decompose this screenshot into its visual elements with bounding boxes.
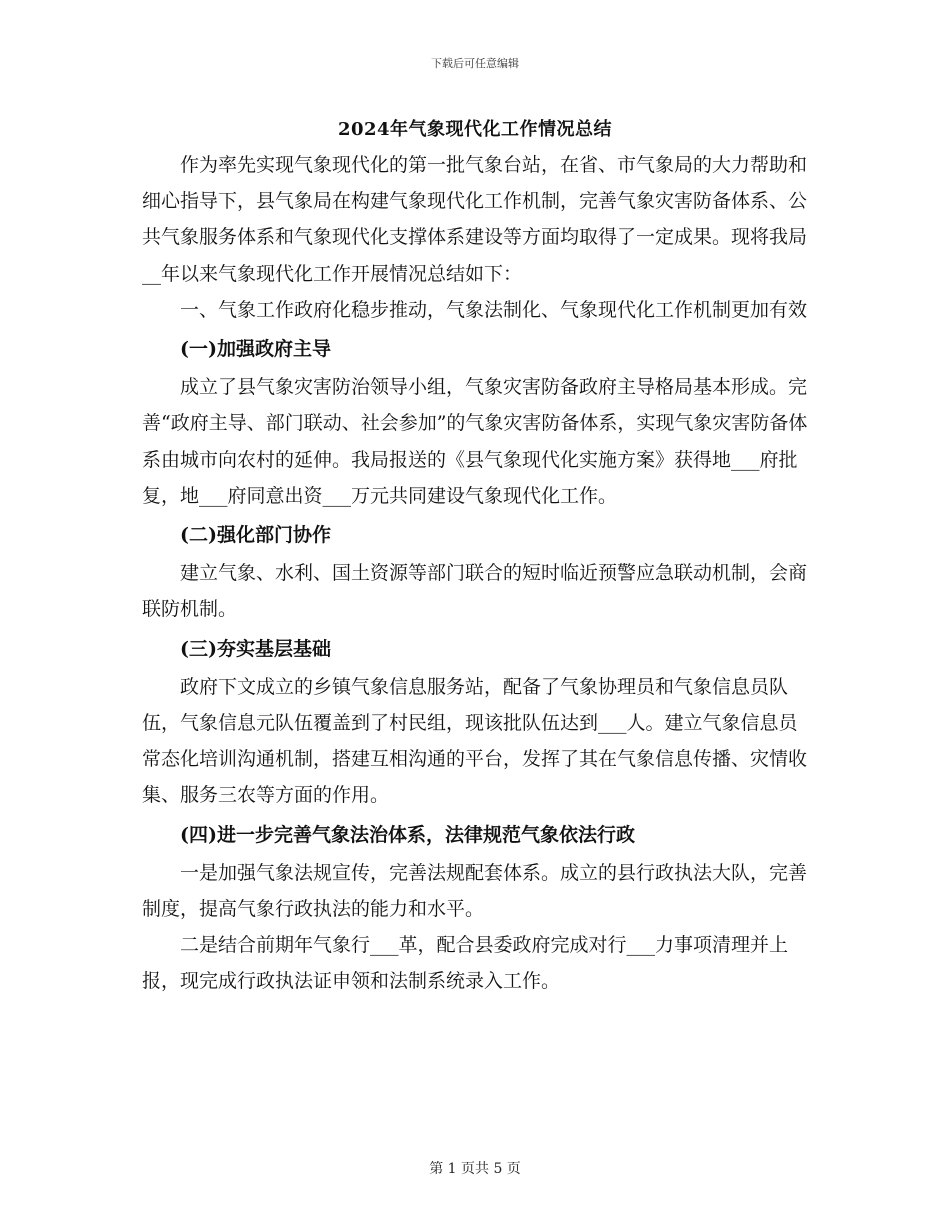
subheading-3: (三)夯实基层基础 bbox=[180, 637, 331, 660]
section-one-heading: 一、气象工作政府化稳步推动，气象法制化、气象现代化工作机制更加有效 bbox=[180, 298, 808, 321]
page-header-note: 下载后可任意编辑 bbox=[431, 57, 519, 70]
subheading-1: (一)加强政府主导 bbox=[180, 338, 331, 361]
document-title: 2024年气象现代化工作情况总结 bbox=[337, 119, 613, 140]
subheading-2: (二)强化部门协作 bbox=[180, 524, 331, 547]
subsection-2-paragraph: 建立气象、水利、国土资源等部门联合的短时临近预警应急联动机制，会商联防机制。 bbox=[142, 562, 808, 621]
subsection-1-paragraph: 成立了县气象灾害防治领导小组，气象灾害防备政府主导格局基本形成。完善“政府主导、部门联动、社会参加”的气象灾害防备体系，实现气象灾害防备体系由城市向农村的延伸。我局报送的《县气象现代化实施方案》获得地___府批复，地___府同意出资___万元共同建设气象现代化工作。 bbox=[142, 376, 808, 507]
intro-paragraph: 作为率先实现气象现代化的第一批气象台站，在省、市气象局的大力帮助和细心指导下，县气象局在构建气象现代化工作机制，完善气象灾害防备体系、公共气象服务体系和气象现代化支撑体系建设等方面均取得了一定成果。现将我局__年以来气象现代化工作开展情况总结如下： bbox=[142, 154, 808, 285]
subsection-4-paragraph-1: 一是加强气象法规宣传，完善法规配套体系。成立的县行政执法大队，完善制度，提高气象行政执法的能力和水平。 bbox=[142, 861, 808, 921]
subsection-3-paragraph: 政府下文成立的乡镇气象信息服务站，配备了气象协理员和气象信息员队伍，气象信息元队伍覆盖到了村民组，现该批队伍达到___人。建立气象信息员常态化培训沟通机制，搭建互相沟通的平台，发挥了其在气象信息传播、灾情收集、服务三农等方面的作用。 bbox=[142, 675, 808, 807]
subheading-4: (四)进一步完善气象法治体系，法律规范气象依法行政 bbox=[180, 823, 635, 846]
subsection-4-paragraph-2: 二是结合前期年气象行___革，配合县委政府完成对行___力事项清理并上报，现完成行政执法证申领和法制系统录入工作。 bbox=[142, 934, 789, 993]
document-body bbox=[142, 147, 810, 1000]
page-number-footer: 第 1 页共 5 页 bbox=[429, 1161, 521, 1177]
